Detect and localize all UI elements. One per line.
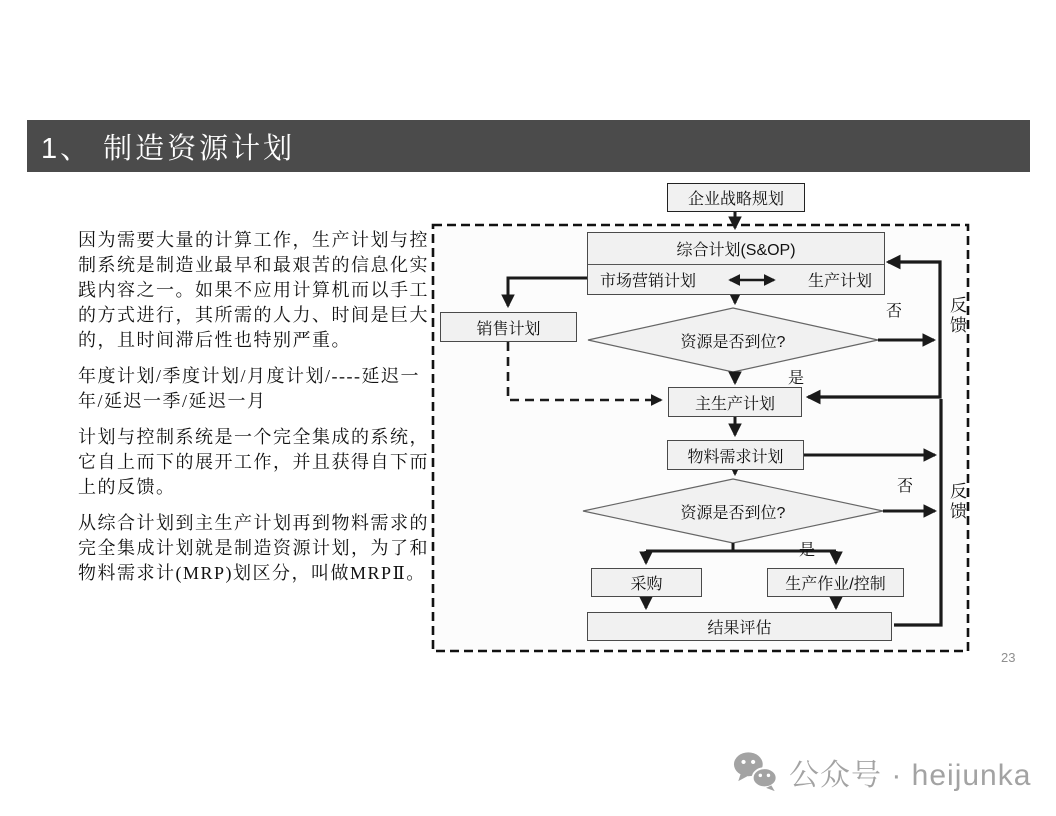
production-plan-label: 生产计划 <box>807 273 872 290</box>
watermark <box>733 750 1031 794</box>
mrp-label: 物料需求计划 <box>687 448 784 466</box>
node-mps <box>668 387 802 417</box>
paragraph: 年度计划/季度计划/月度计划/----延迟一年/延迟一季/延迟一月 <box>78 366 420 411</box>
node-strategy <box>667 183 805 212</box>
node-sop <box>587 232 885 295</box>
production-control-label: 生产作业/控制 <box>785 576 886 593</box>
marketing-plan-label: 市场营销计划 <box>600 273 697 290</box>
double-arrow-icon <box>721 274 783 286</box>
decision2-label: 资源是否到位? <box>680 504 786 522</box>
sales-plan-label: 销售计划 <box>476 320 541 338</box>
decision1-label: 资源是否到位? <box>680 333 786 351</box>
label-no1: 否 <box>886 303 903 320</box>
slide-title: 1、 制造资源计划 <box>41 132 296 165</box>
sop-title-row <box>588 233 884 265</box>
wechat-icon <box>733 750 779 794</box>
node-mrp <box>667 440 804 470</box>
label-yes1: 是 <box>788 370 805 387</box>
node-strategy-label: 企业战略规划 <box>687 191 784 208</box>
node-production-control <box>767 568 904 597</box>
label-yes2: 是 <box>799 542 816 559</box>
label-feedback1: 反馈 <box>947 296 966 336</box>
node-result-evaluation <box>587 612 892 641</box>
watermark-text: 公众号 · heijunka <box>789 759 1032 792</box>
label-no2: 否 <box>897 478 914 495</box>
sop-title: 综合计划(S&OP) <box>676 242 796 259</box>
paragraph: 从综合计划到主生产计划再到物料需求的完全集成计划就是制造资源计划，为了和物料需求计(MRP)划区分，叫做MRPⅡ。 <box>78 513 429 583</box>
node-sales-plan <box>440 312 577 342</box>
label-feedback2: 反馈 <box>947 482 966 522</box>
sop-sub-row <box>588 265 884 294</box>
page-number: 23 <box>1001 650 1016 665</box>
paragraph: 因为需要大量的计算工作，生产计划与控制系统是制造业最早和最艰苦的信息化实践内容之一。如果不应用计算机而以手工的方式进行，其所需的人力、时间是巨大的，且时间滞后性也特别严重。 <box>78 230 429 350</box>
purchasing-label: 采购 <box>630 576 663 593</box>
mps-label: 主生产计划 <box>694 395 775 413</box>
paragraph: 计划与控制系统是一个完全集成的系统，它自上而下的展开工作，并且获得自下而上的反馈。 <box>78 427 429 497</box>
result-evaluation-label: 结果评估 <box>707 620 772 637</box>
node-purchasing <box>591 568 702 597</box>
